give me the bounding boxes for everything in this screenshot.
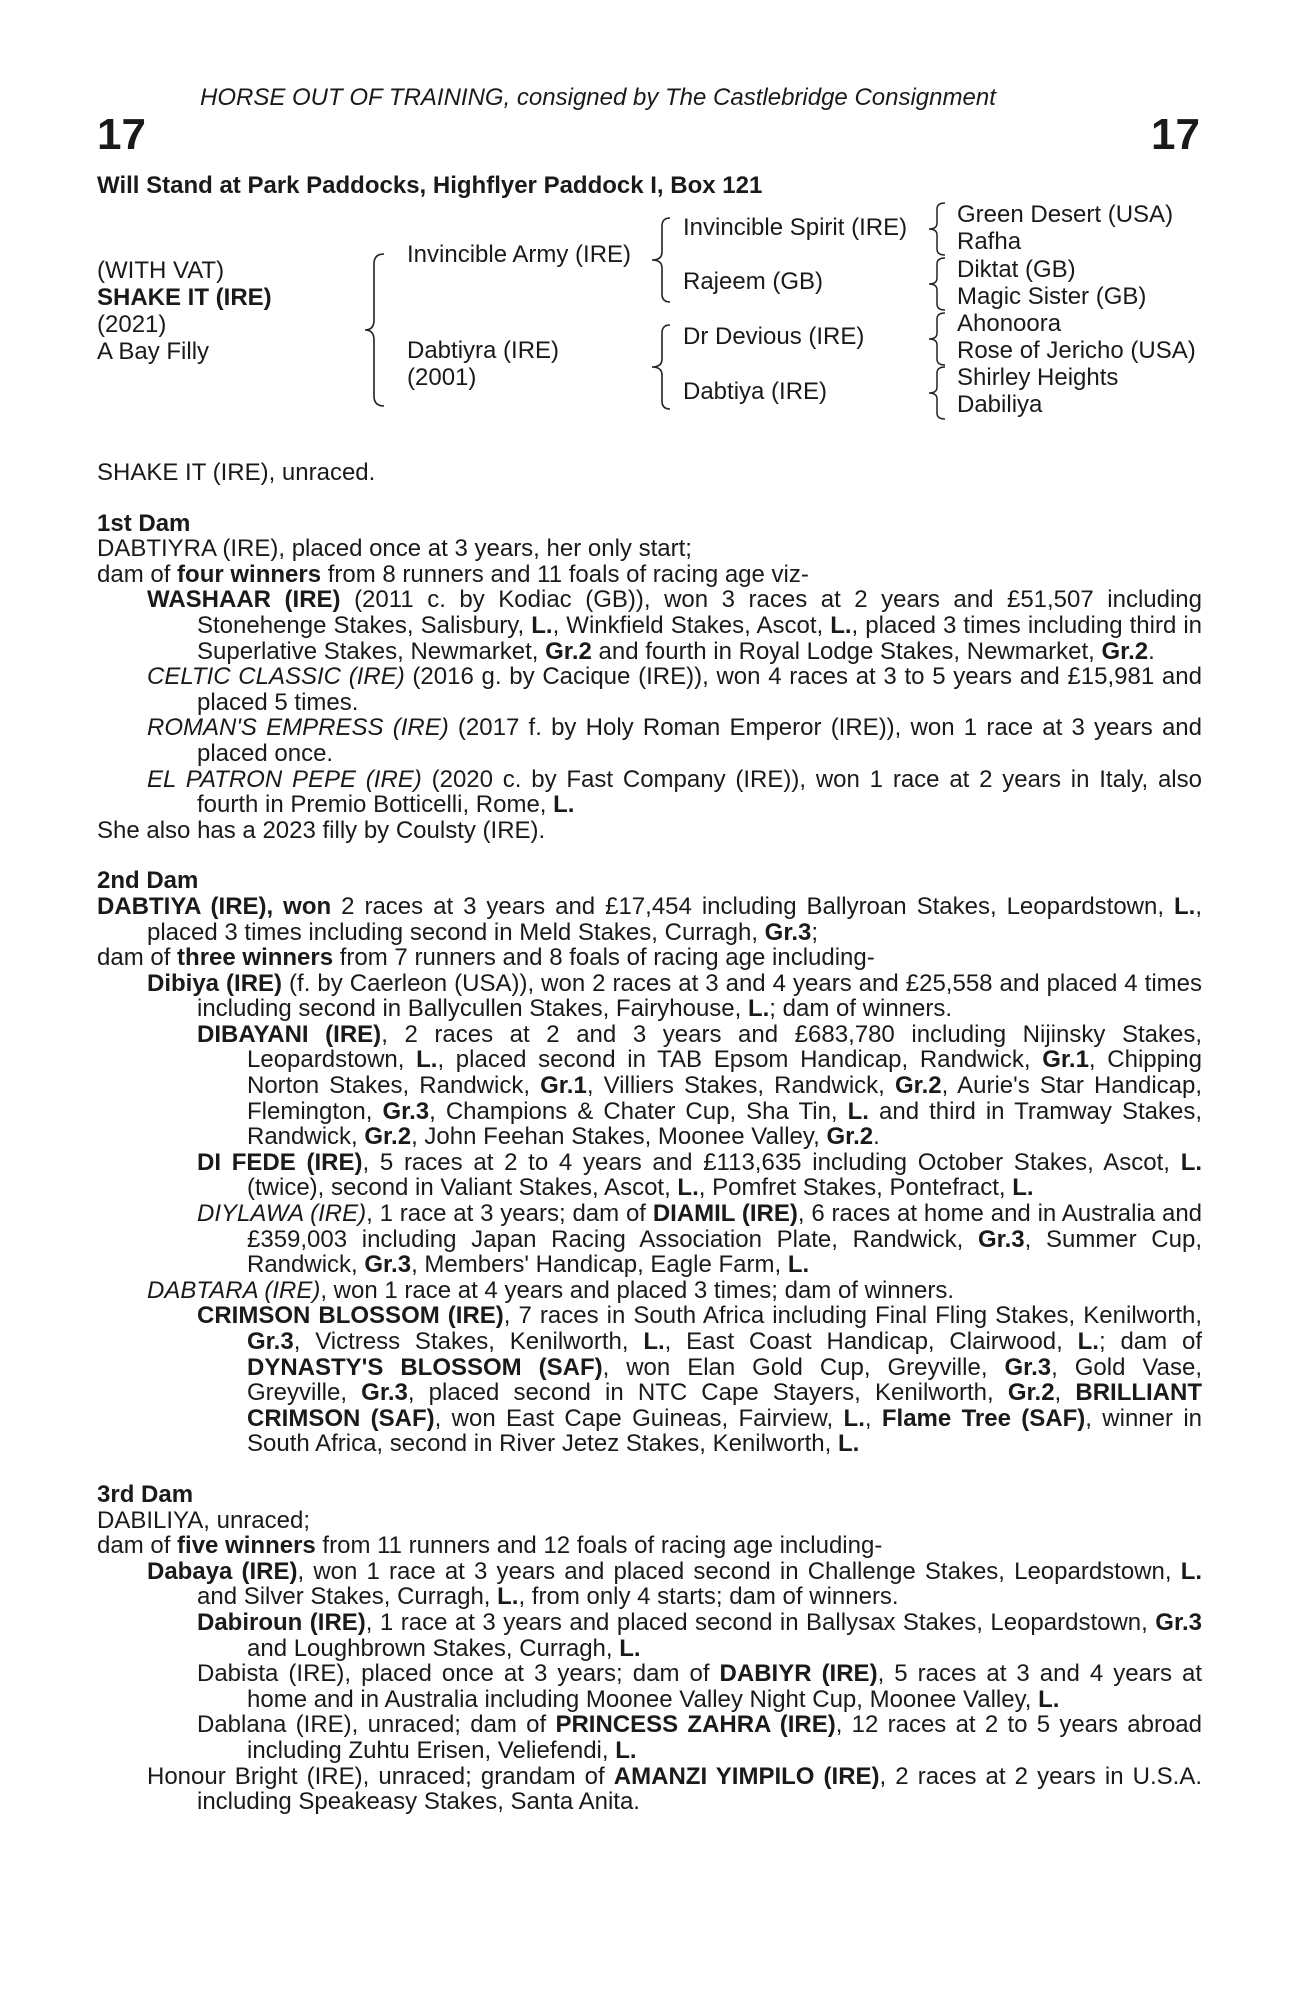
progeny-honour-bright: Honour Bright (IRE), unraced; grandam of AMANZI YIMPILO (IRE), 2 races at 2 years in U.S.A. including Speakeasy Stakes, Santa Anita. [147,1762,1203,1816]
vat-note: (WITH VAT) [97,257,225,284]
progeny-dibayani: DIBAYANI (IRE), 2 races at 2 and 3 years and £683,780 including Nijinsky Stakes, Leopardstown, L., placed second in TAB Epsom Handicap, Randwick, Gr.1, Chipping Norton Stakes, Randwick, Gr.1, Villiers Stakes, Randwick, Gr.2, Aurie's Star Handicap, Flemington, Gr.3, Champions & Chater Cup, Sha Tin, L. and third in Tramway Stakes, Randwick, Gr.2, John Feehan Stakes, Moonee Valley, Gr.2. [197,1020,1203,1151]
pedigree-g5: Ahonoora [957,310,1062,337]
progeny-diylawa: DIYLAWA (IRE), 1 race at 3 years; dam of DIAMIL (IRE), 6 races at home and in Australia and £359,003 including Japan Racing Association Plate, Randwick, Gr.3, Summer Cup, Randwick, Gr.3, Members' Handicap, Eagle Farm, L. [197,1200,1203,1279]
pedigree-brace-6 [925,310,951,368]
progeny-el-patron-pepe: EL PATRON PEPE (IRE) (2020 c. by Fast Company (IRE)), won 1 race at 2 years in Italy, also fourth in Premio Botticelli, Rome, L. [147,765,1202,819]
pedigree-brace-5 [925,255,951,313]
pedigree-g6: Rose of Jericho (USA) [957,337,1196,364]
catalogue-header: HORSE OUT OF TRAINING, consigned by The Castlebridge Consignment [200,84,996,111]
pedigree-dam: Dabtiyra (IRE) [407,337,560,364]
foaling-year: (2021) [97,311,167,338]
pedigree-sire: Invincible Army (IRE) [407,241,632,268]
intro-line: SHAKE IT (IRE), unraced. [97,459,376,486]
pedigree-dam-dam: Dabtiya (IRE) [683,378,828,405]
first-dam-line: DABTIYRA (IRE), placed once at 3 years, her only start; [97,535,692,563]
pedigree-g2: Rafha [957,228,1022,255]
catalogue-body [97,460,1202,1815]
pedigree-g1: Green Desert (USA) [957,201,1174,228]
progeny-di-fede: DI FEDE (IRE), 5 races at 2 to 4 years and £113,635 including October Stakes, Ascot, L. (twice), second in Valiant Stakes, Ascot, L., Pomfret Stakes, Pontefract, L. [197,1148,1203,1202]
pedigree-sire-dam: Rajeem (GB) [683,268,824,295]
lot-number-left: 17 [97,110,146,159]
progeny-dabaya: Dabaya (IRE), won 1 race at 3 years and placed second in Challenge Stakes, Leopardstown, L. and Silver Stakes, Curragh, L., from only 4 starts; dam of winners. [147,1557,1203,1611]
pedigree-sire-sire: Invincible Spirit (IRE) [683,214,908,241]
pedigree-dam-year: (2001) [407,364,477,391]
pedigree-brace-7 [925,364,951,422]
pedigree-brace-2 [648,215,676,305]
first-dam-heading: 1st Dam [97,509,191,537]
second-dam-produce-summary: dam of three winners from 7 runners and 8 foals of racing age including- [97,944,875,972]
pedigree-g3: Diktat (GB) [957,256,1076,283]
pedigree-g7: Shirley Heights [957,364,1119,391]
progeny-dabtara: DABTARA (IRE), won 1 race at 4 years and placed 3 times; dam of winners. [147,1276,954,1304]
horse-name: SHAKE IT (IRE) [97,284,272,311]
progeny-dabiroun: Dabiroun (IRE), 1 race at 3 years and placed second in Ballysax Stakes, Leopardstown, Gr.3 and Loughbrown Stakes, Curragh, L. [197,1608,1202,1662]
second-dam-line: DABTIYA (IRE), won 2 races at 3 years and £17,454 including Ballyroan Stakes, Leopardstown, L., placed 3 times including second in Meld Stakes, Curragh, Gr.3; [97,892,1202,946]
third-dam-heading: 3rd Dam [97,1480,194,1508]
first-dam-produce-summary: dam of four winners from 8 runners and 11 foals of racing age viz- [97,560,809,588]
progeny-dabista: Dabista (IRE), placed once at 3 years; dam of DABIYR (IRE), 5 races at 3 and 4 years at home and in Australia including Moonee Valley Night Cup, Moonee Valley, L. [197,1660,1202,1713]
pedigree-brace-4 [925,200,951,258]
progeny-washaar: WASHAAR (IRE) (2011 c. by Kodiac (GB)), won 3 races at 2 years and £51,507 including Stonehenge Stakes, Salisbury, L., Winkfield Stakes, Ascot, L., placed 3 times including third in Superlative Stakes, Newmarket, Gr.2 and fourth in Royal Lodge Stakes, Newmarket, Gr.2. [147,586,1203,665]
third-dam-produce-summary: dam of five winners from 11 runners and 12 foals of racing age including- [97,1532,883,1560]
progeny-crimson-blossom: CRIMSON BLOSSOM (IRE), 7 races in South Africa including Final Fling Stakes, Kenilworth, Gr.3, Victress Stakes, Kenilworth, L., East Coast Handicap, Clairwood, L.; dam of DYNASTY'S BLOSSOM (SAF), won Elan Gold Cup, Greyville, Gr.3, Gold Vase, Greyville, Gr.3, placed second in NTC Cape Stayers, Kenilworth, Gr.2, BRILLIANT CRIMSON (SAF), won East Cape Guineas, Fairview, L., Flame Tree (SAF), winner in South Africa, second in River Jetez Stakes, Kenilworth, L. [197,1302,1203,1458]
pedigree-brace-1 [362,250,392,410]
progeny-dibiya: Dibiya (IRE) (f. by Caerleon (USA)), won 2 races at 3 and 4 years and £25,558 and placed 4 times including second in Ballycullen Stakes, Fairyhouse, L.; dam of winners. [147,969,1202,1023]
progeny-romans-empress: ROMAN'S EMPRESS (IRE) (2017 f. by Holy Roman Emperor (IRE)), won 1 race at 3 years and placed once. [147,714,1202,767]
pedigree-g8: Dabiliya [957,391,1043,418]
second-dam-heading: 2nd Dam [97,867,199,895]
progeny-dablana: Dablana (IRE), unraced; dam of PRINCESS ZAHRA (IRE), 12 races at 2 to 5 years abroad including Zuhtu Erisen, Veliefendi, L. [197,1711,1202,1764]
pedigree-dam-sire: Dr Devious (IRE) [683,323,865,350]
lot-number-right: 17 [1151,110,1200,159]
horse-description: A Bay Filly [97,338,210,365]
third-dam-line: DABILIYA, unraced; [97,1506,310,1534]
pedigree-g4: Magic Sister (GB) [957,283,1147,310]
pedigree-brace-3 [648,322,676,412]
progeny-celtic-classic: CELTIC CLASSIC (IRE) (2016 g. by Cacique (IRE)), won 4 races at 3 to 5 years and £15,981 and placed 5 times. [147,663,1202,716]
stand-location: Will Stand at Park Paddocks, Highflyer Paddock I, Box 121 [97,172,763,199]
first-dam-also: She also has a 2023 filly by Coulsty (IRE). [97,816,546,844]
